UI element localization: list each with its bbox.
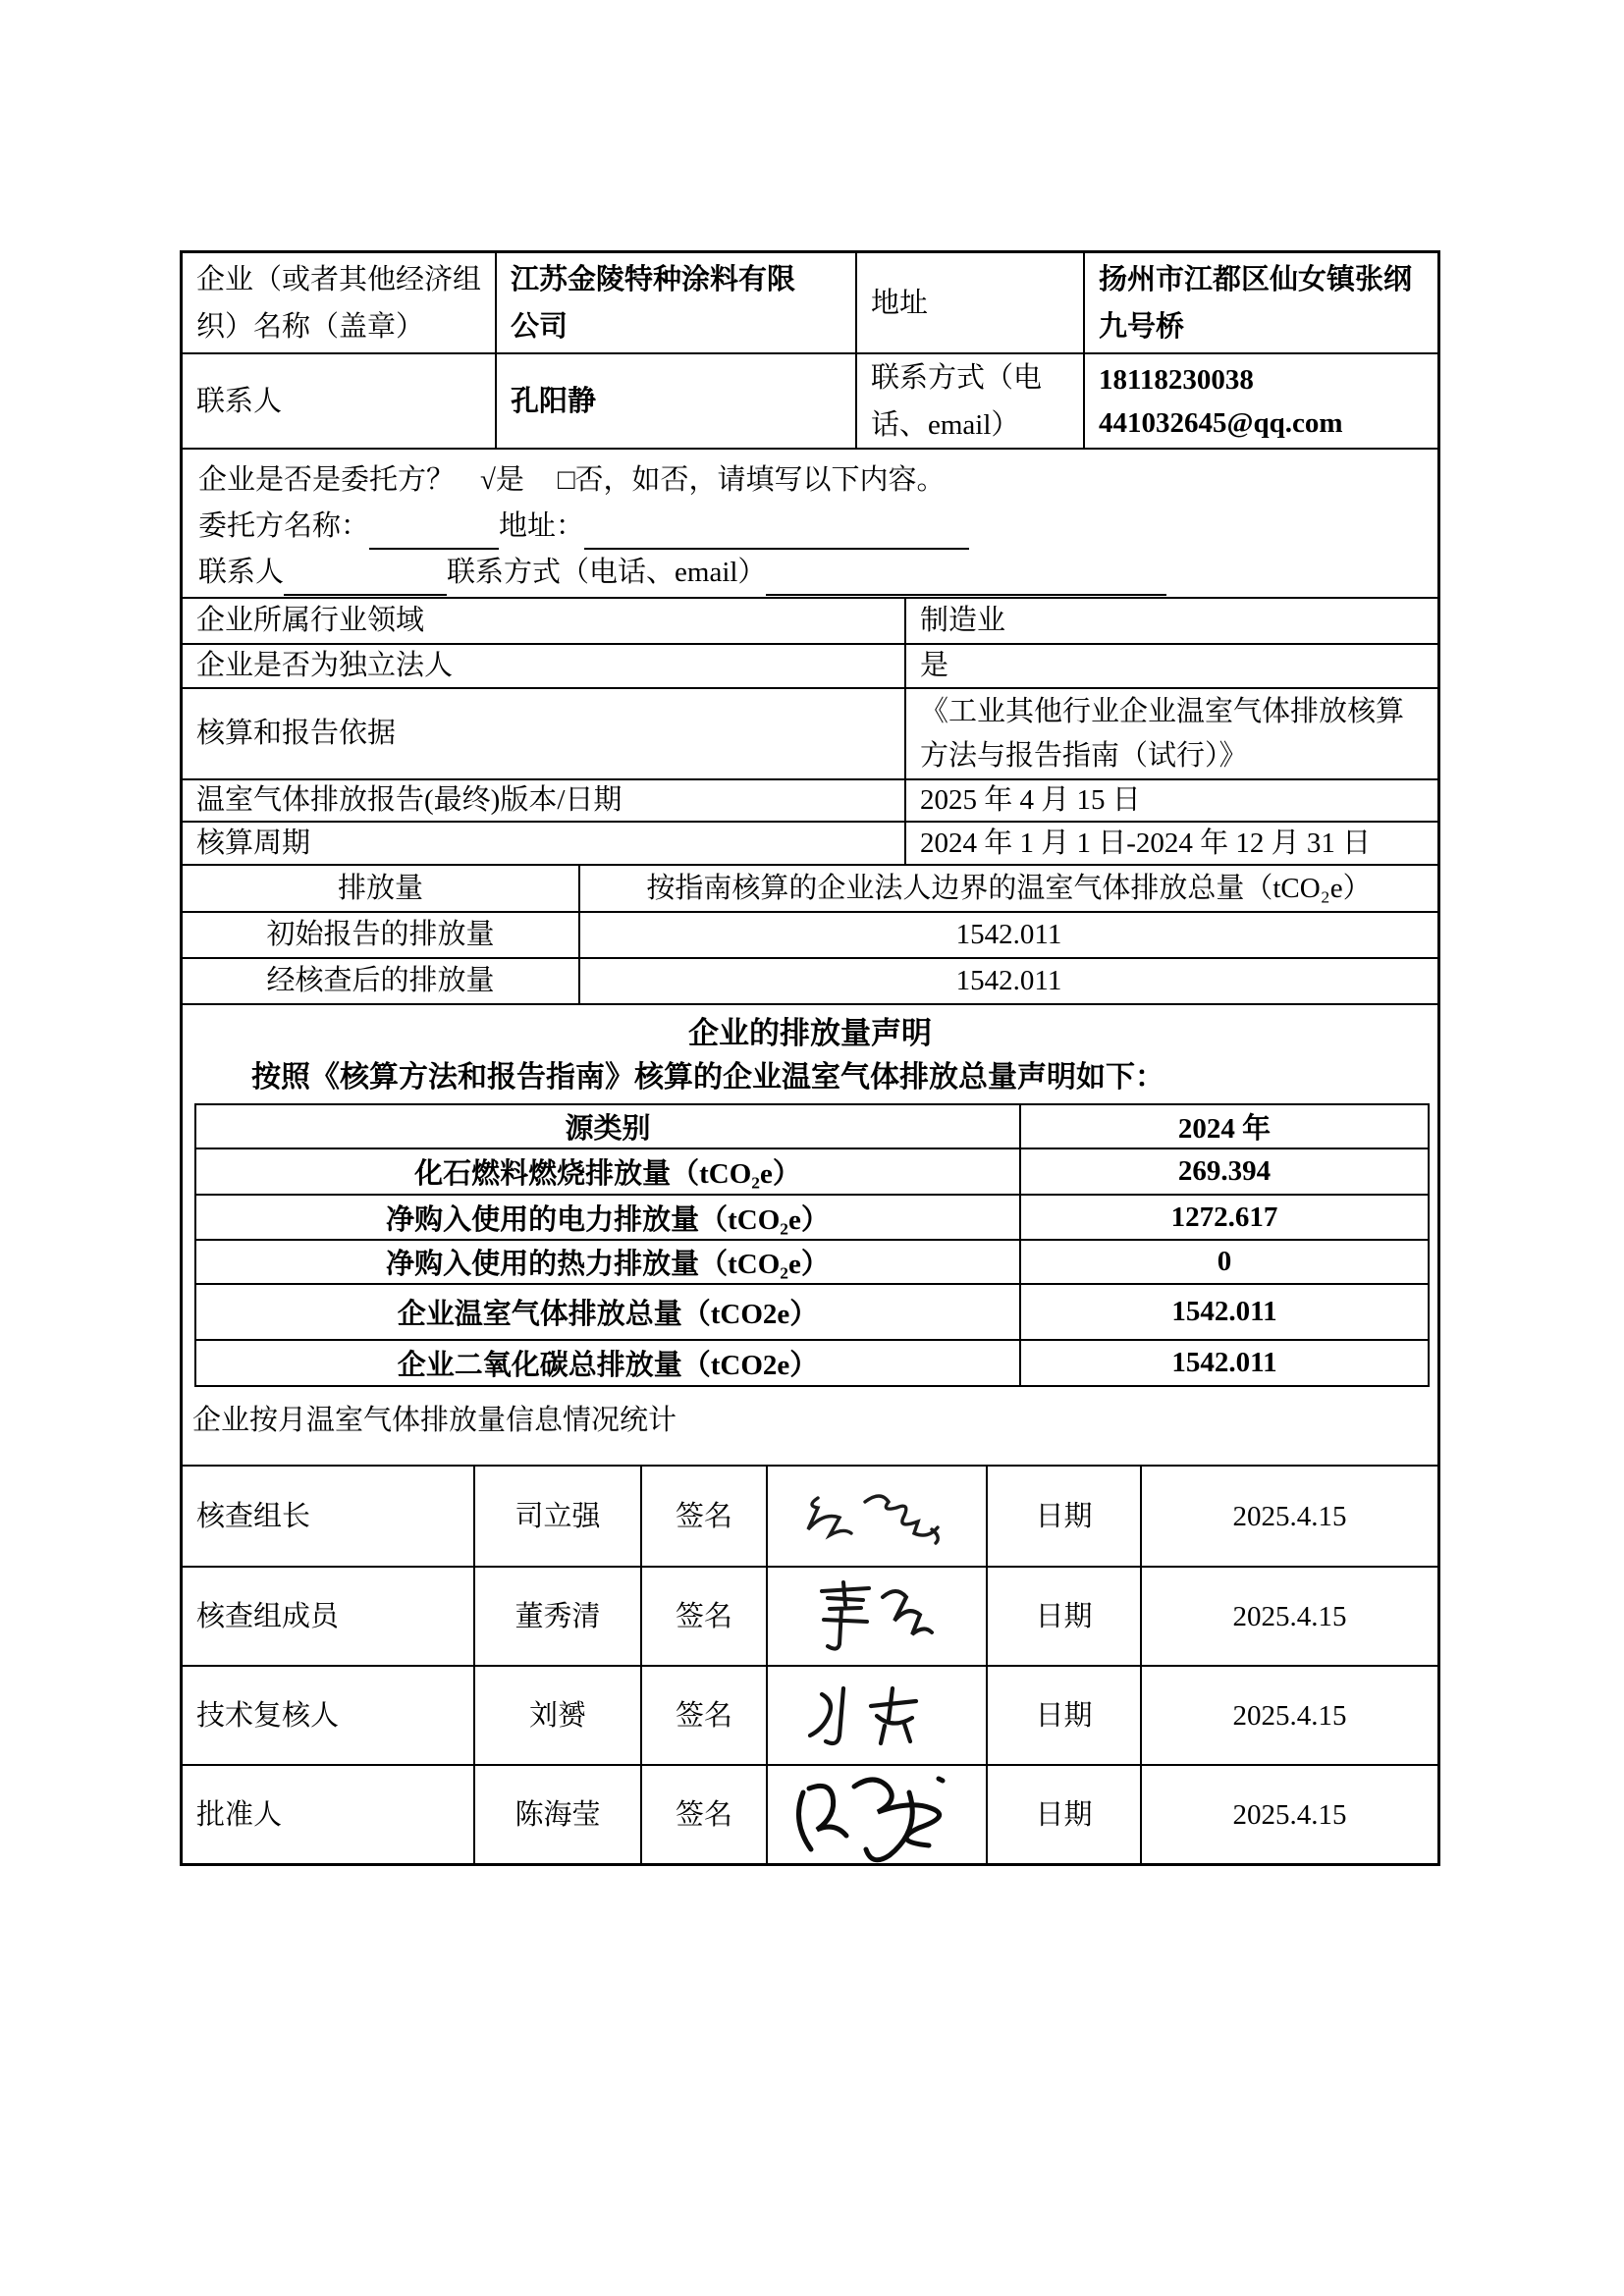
basic-info-section (183, 597, 1437, 864)
source-category-header: 源类别 (565, 1113, 651, 1145)
verified-emission-value: 1542.011 (578, 957, 1437, 1003)
report-version-label: 温室气体排放报告(最终)版本/日期 (183, 778, 904, 821)
monthly-statistics-note: 企业按月温室气体排放量信息情况统计 (192, 1405, 677, 1436)
sign-label: 签名 (640, 1467, 766, 1566)
emission-header-label: 排放量 (337, 873, 423, 904)
ghg-total-label: 企业温室气体排放总量（tCO2e） (196, 1283, 1019, 1339)
fossil-fuel-value: 269.394 (1019, 1148, 1428, 1194)
client-contact-method-label: 联系方式（电话、email） (447, 557, 767, 588)
sign-label: 签名 (640, 1764, 766, 1863)
report-version-value: 2025 年 4 月 15 日 (904, 778, 1437, 821)
approver-role: 批准人 (183, 1764, 473, 1863)
company-name-text: 江苏金陵特种涂料有限公司 (511, 263, 796, 343)
verifier-name: 司立强 (473, 1467, 640, 1566)
declaration-title: 企业的排放量声明 (688, 1016, 932, 1050)
accounting-basis-value: 《工业其他行业企业温室气体排放核算方法与报告指南（试行）》 (904, 687, 1437, 778)
client-contact-blank (284, 559, 447, 596)
contact-label: 联系人 (183, 352, 495, 448)
signature-image-team-leader (788, 1478, 965, 1555)
client-address-label: 地址： (499, 510, 585, 542)
client-contact-label: 联系人 (198, 557, 285, 588)
industry-value: 制造业 (904, 599, 1437, 643)
technical-reviewer-date: 2025.4.15 (1140, 1665, 1437, 1764)
contact-value: 孔阳静 (495, 352, 855, 448)
client-contact-method-blank (766, 559, 1166, 596)
signature-image-approver (774, 1767, 980, 1863)
declaration-table (194, 1103, 1430, 1387)
date-label: 日期 (986, 1665, 1140, 1764)
signature-image-team-member (788, 1575, 965, 1658)
member-date: 2025.4.15 (1140, 1566, 1437, 1665)
electricity-label: 净购入使用的电力排放量（tCO₂e） (196, 1194, 1019, 1239)
accounting-period-label: 核算周期 (183, 821, 904, 864)
emission-totals-section (183, 864, 1437, 1003)
heat-label: 净购入使用的热力排放量（tCO₂e） (196, 1239, 1019, 1283)
contact-method-label: 联系方式（电话、email） (855, 352, 1083, 448)
delegation-no-option: □否，如否，请填写以下内容。 (557, 464, 946, 496)
signature-cell (766, 1764, 986, 1863)
verification-form-table (180, 250, 1440, 1866)
technical-reviewer-role: 技术复核人 (183, 1665, 473, 1764)
ghg-total-value: 1542.011 (1019, 1283, 1428, 1339)
initial-emission-value: 1542.011 (578, 911, 1437, 957)
delegation-section (183, 448, 1437, 597)
client-address-blank (584, 512, 969, 550)
sign-label: 签名 (640, 1665, 766, 1764)
delegation-question-line (198, 457, 1422, 504)
verifier-date: 2025.4.15 (1140, 1467, 1437, 1566)
contact-method-value (1083, 352, 1437, 448)
delegation-contact-line (198, 550, 1422, 596)
fossil-fuel-label: 化石燃料燃烧排放量（tCO₂e） (196, 1148, 1019, 1194)
company-name-value (495, 253, 855, 352)
delegation-client-line (198, 504, 1422, 550)
client-name-label: 委托方名称： (198, 510, 370, 542)
client-name-blank (369, 512, 499, 550)
electricity-value: 1272.617 (1019, 1194, 1428, 1239)
initial-emission-label: 初始报告的排放量 (183, 911, 578, 957)
sign-label: 签名 (640, 1566, 766, 1665)
date-label: 日期 (986, 1467, 1140, 1566)
verifier-role: 核查组长 (196, 1500, 311, 1532)
signature-cell (766, 1665, 986, 1764)
member-role: 核查组成员 (183, 1566, 473, 1665)
member-name: 董秀清 (473, 1566, 640, 1665)
declaration-subtitle: 按照《核算方法和报告指南》核算的企业温室气体排放总量声明如下： (251, 1061, 1164, 1094)
date-label: 日期 (986, 1764, 1140, 1863)
technical-reviewer-name: 刘赟 (473, 1665, 640, 1764)
verified-emission-label: 经核查后的排放量 (183, 957, 578, 1003)
accounting-period-value: 2024 年 1 月 1 日-2024 年 12 月 31 日 (904, 821, 1437, 864)
declaration-section (183, 1003, 1437, 1465)
phone-value: 18118230038 (1099, 364, 1254, 396)
industry-label: 企业所属行业领域 (196, 605, 425, 636)
co2-total-label: 企业二氧化碳总排放量（tCO2e） (196, 1339, 1019, 1385)
legal-entity-value: 是 (904, 643, 1437, 687)
legal-entity-label: 企业是否为独立法人 (183, 643, 904, 687)
co2-total-value: 1542.011 (1019, 1339, 1428, 1385)
date-label: 日期 (986, 1566, 1140, 1665)
approver-date: 2025.4.15 (1140, 1764, 1437, 1863)
accounting-basis-label: 核算和报告依据 (183, 687, 904, 778)
company-name-label: 企业（或者其他经济组织）名称（盖章） (196, 263, 482, 343)
signature-cell (766, 1467, 986, 1566)
delegation-yes-option: √是 (480, 464, 524, 496)
delegation-question: 企业是否是委托方？ (198, 464, 456, 496)
address-value (1083, 253, 1437, 352)
email-value: 441032645@qq.com (1099, 407, 1343, 439)
address-label: 地址 (855, 253, 1083, 352)
address-text: 扬州市江都区仙女镇张纲九号桥 (1099, 263, 1413, 343)
heat-value: 0 (1019, 1239, 1428, 1283)
signature-cell (766, 1566, 986, 1665)
approver-name: 陈海莹 (473, 1764, 640, 1863)
year-header: 2024 年 (1019, 1105, 1428, 1148)
company-identity-section (183, 253, 1437, 448)
emission-header-value: 按指南核算的企业法人边界的温室气体排放总量（tCO₂e） (578, 866, 1437, 911)
signature-image-technical-reviewer (788, 1677, 965, 1755)
signature-section (183, 1465, 1437, 1863)
